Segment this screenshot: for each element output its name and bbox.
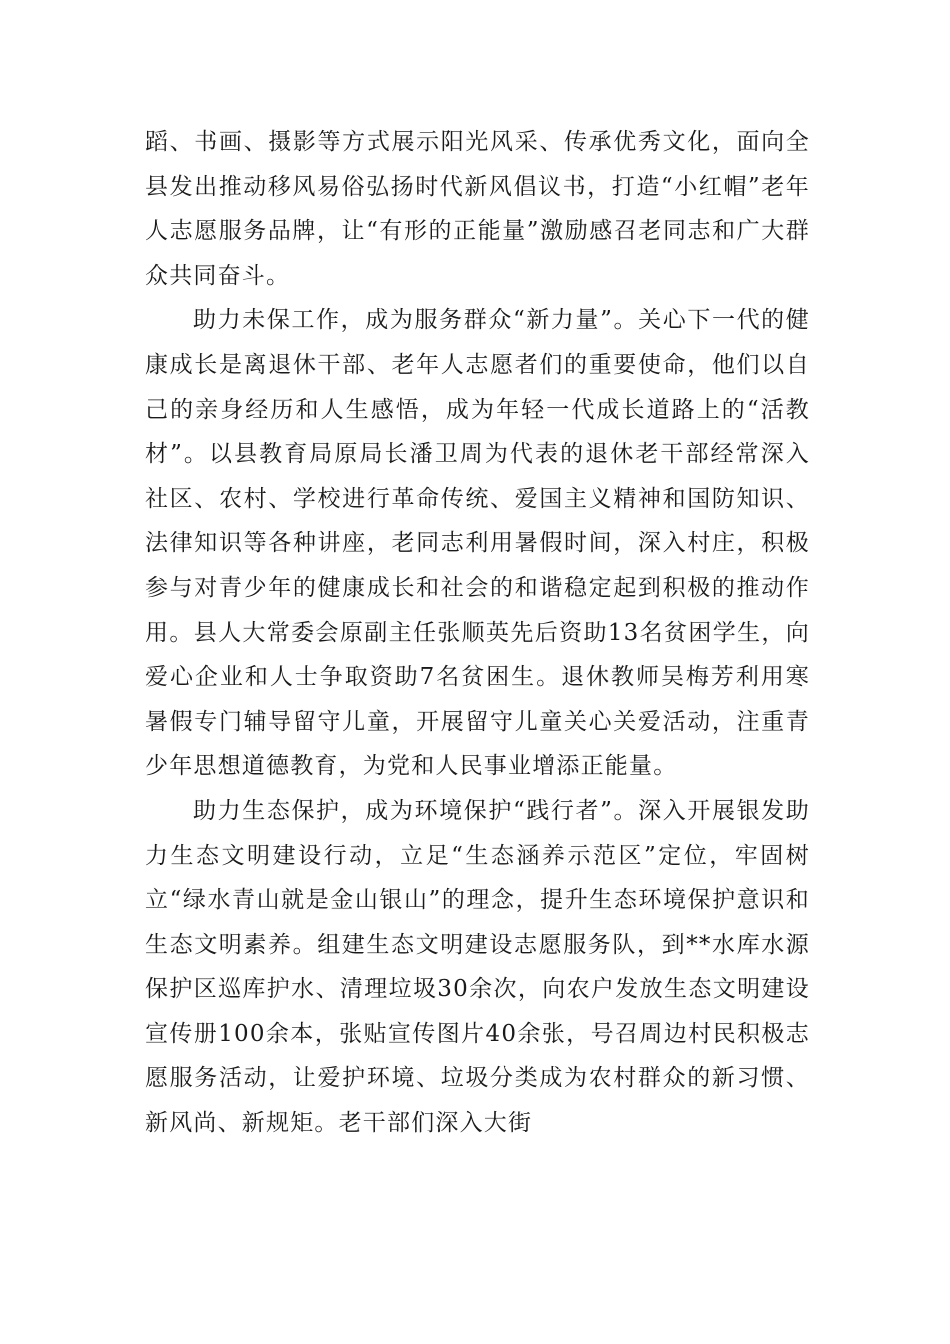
paragraph-youth-protection: 助力未保工作，成为服务群众“新力量”。关心下一代的健康成长是离退休干部、老年人志愿者们的重要使命，他们以自己的亲身经历和人生感悟，成为年轻一代成长道路上的“活教材”。以县教育局原局长潘卫周为代表的退休老干部经常深入社区、农村、学校进行革命传统、爱国主义精神和国防知识、法律知识等各种讲座，老同志利用暑假时间，深入村庄，积极参与对青少年的健康成长和社会的和谐稳定起到积极的推动作用。县人大常委会原副主任张顺英先后资助13名贫困学生，向爱心企业和人士争取资助7名贫困生。退休教师吴梅芳利用寒暑假专门辅导留守儿童，开展留守儿童关心关爱活动，注重青少年思想道德教育，为党和人民事业增添正能量。	[145, 307, 810, 780]
document-body	[145, 120, 810, 1146]
paragraph-continuation: 蹈、书画、摄影等方式展示阳光风采、传承优秀文化，面向全县发出推动移风易俗弘扬时代新风倡议书，打造“小红帽”老年人志愿服务品牌，让“有形的正能量”激励感召老同志和广大群众共同奋斗。	[145, 129, 810, 289]
paragraph-ecological-protection: 助力生态保护，成为环境保护“践行者”。深入开展银发助力生态文明建设行动，立足“生态涵养示范区”定位，牢固树立“绿水青山就是金山银山”的理念，提升生态环境保护意识和生态文明素养。组建生态文明建设志愿服务队，到**水库水源保护区巡库护水、清理垃圾30余次，向农户发放生态文明建设宣传册100余本，张贴宣传图片40余张，号召周边村民积极志愿服务活动，让爱护环境、垃圾分类成为农村群众的新习惯、新风尚、新规矩。老干部们深入大街	[145, 797, 810, 1137]
